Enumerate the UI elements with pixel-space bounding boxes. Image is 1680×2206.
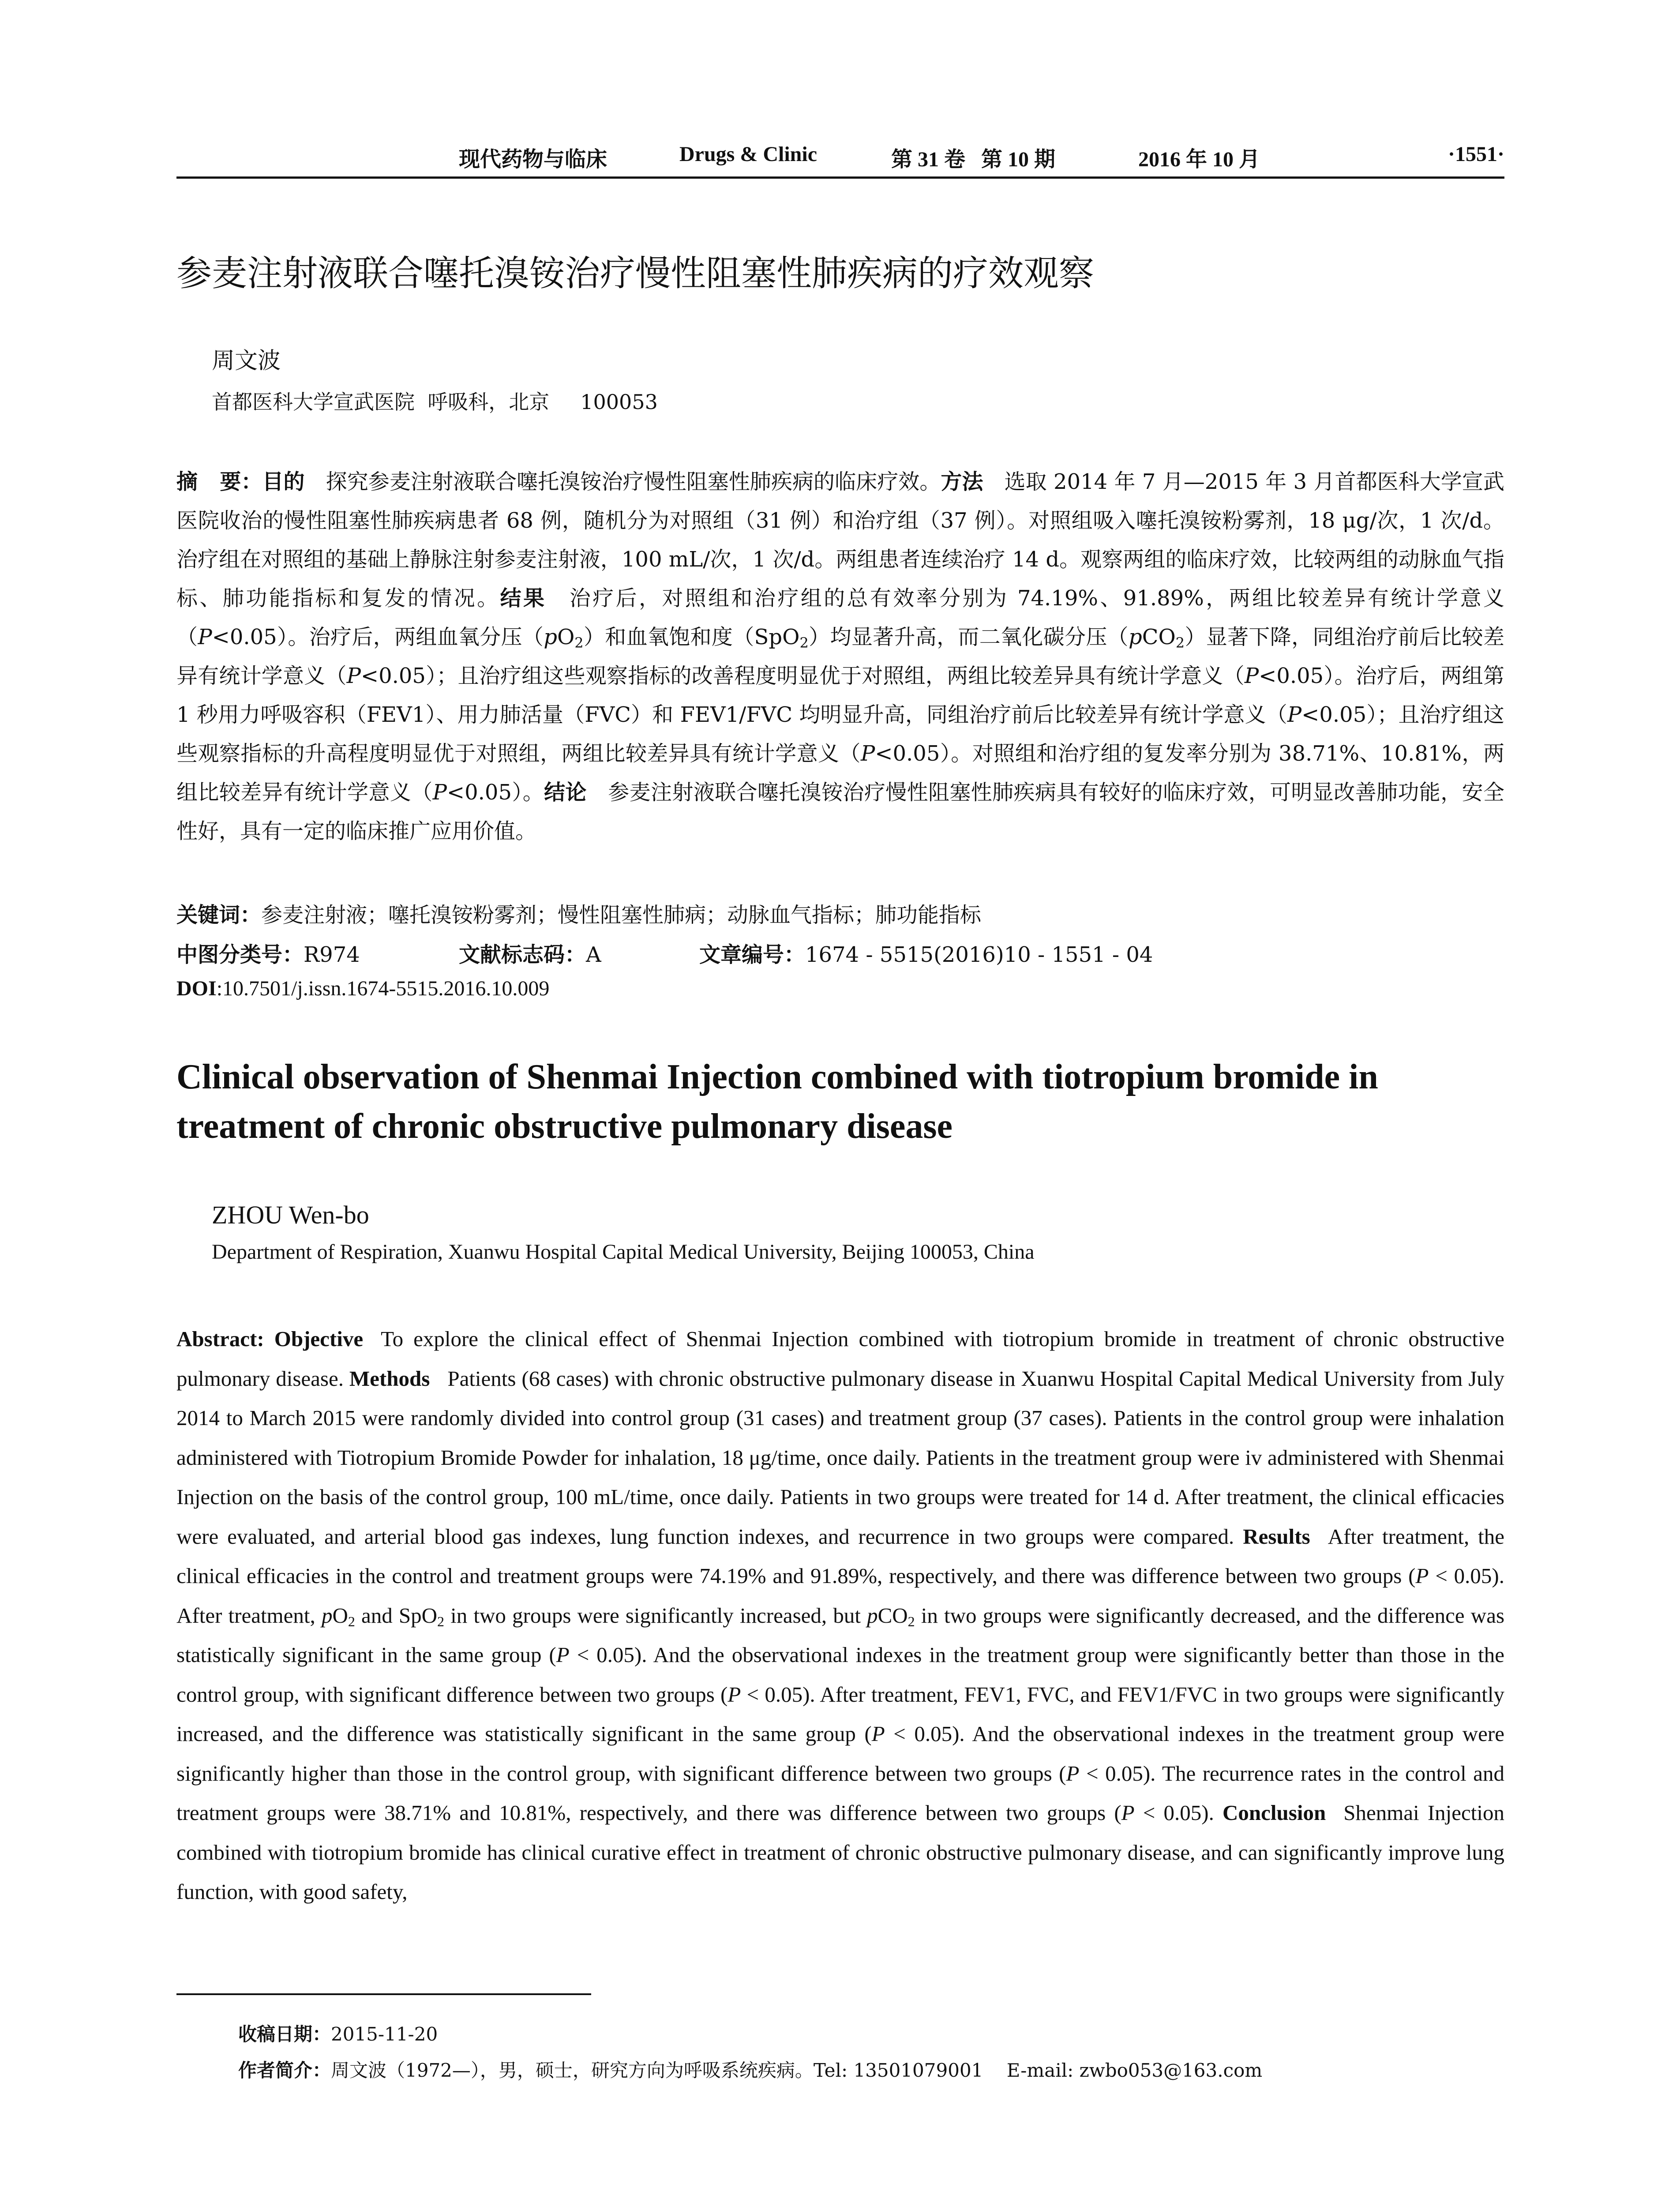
objective-cn-text: 探究参麦注射液联合噻托溴铵治疗慢性阻塞性肺疾病的临床疗效。	[326, 469, 941, 494]
volume-issue: 第 31 卷 第 10 期	[891, 148, 1056, 171]
footnote-author-bio	[238, 2056, 1262, 2082]
methods-cn-label: 方法	[941, 469, 983, 494]
keywords-cn-text: 参麦注射液；噻托溴铵粉雾剂；慢性阻塞性肺病；动脉血气指标；肺功能指标	[261, 903, 982, 927]
issue-date: 2016 年 10 月	[1138, 148, 1260, 171]
results-en-label: Results	[1243, 1524, 1310, 1549]
page-number: ·1551·	[1448, 143, 1504, 166]
author-en: ZHOU Wen-bo	[212, 1201, 369, 1229]
methods-cn-text: 选取 2014 年 7 月—2015 年 3 月首都医科大学宣武医院收治的慢性阻塞性肺疾病患者 68 例，随机分为对照组（31 例）和治疗组（37 例）。对照组吸入噻托溴铵粉雾剂，18 μg/次，1 次/d。治疗组在对照组的基础上静脉注射参麦注射液，100 mL/次，1 次/d。两组患者连续治疗 14 d。观察两组的临床疗效，比较两组的动脉血气指标、肺功能指标和复发的情况。	[176, 469, 1504, 611]
classification-row	[176, 938, 1504, 968]
results-cn-label: 结果	[500, 586, 547, 611]
doi	[176, 976, 549, 1001]
objective-en-label: Objective	[274, 1327, 364, 1351]
keywords-cn-label: 关键词：	[176, 903, 262, 927]
bio-label: 作者简介：	[238, 2060, 331, 2081]
conclusion-en-label: Conclusion	[1222, 1801, 1326, 1825]
clc-number: 中图分类号：R974	[176, 942, 360, 967]
received-date: 2015-11-20	[331, 2023, 438, 2045]
objective-en-text: To explore the clinical effect of Shenmai Injection combined with tiotropium bromide in treatment of chronic obstructive pulmonary disease.	[176, 1327, 1504, 1391]
footnote-received	[238, 2020, 438, 2046]
journal-name-cn: 现代药物与临床	[459, 148, 608, 171]
abstract-cn-label: 摘 要：	[176, 469, 262, 494]
keywords-cn	[176, 898, 981, 928]
affiliation-en: Department of Respiration, Xuanwu Hospital Capital Medical University, Beijing 100053, China	[212, 1240, 1035, 1264]
author-cn: 周文波	[212, 348, 281, 374]
results-cn-text: 治疗后，对照组和治疗组的总有效率分别为 74.19%、91.89%，两组比较差异有统计学意义（P<0.05）。治疗后，两组血氧分压$(pO_2)$和血氧饱和度（SpO$_2$）均显著升高，而二氧化碳分压（pCO$_2$）显著下降，同组治疗前后比较差异有统计学意义（P<0.05）；且治疗组这些观察指标的改善程度明显优于对照组，两组比较差异具有统计学意义（P<0.05）。治疗后，两组第 1 秒用力呼吸容积（FEV1）、用力肺活量（FVC）和 FEV1/FVC 均明显升高，同组治疗前后比较差异有统计学意义（P<0.05）；且治疗组这些观察指标的升高程度明显优于对照组，两组比较差异具有统计学意义（P<0.05）。对照组和治疗组的复发率分别为 38.71%、10.81%，两组比较差异有统计学意义（P<0.05）。	[176, 586, 1504, 805]
affiliation-cn-text: 首都医科大学宣武医院 呼吸科，北京	[212, 390, 550, 414]
methods-en-label: Methods	[349, 1366, 430, 1391]
conclusion-cn-text: 参麦注射液联合噻托溴铵治疗慢性阻塞性肺疾病具有较好的临床疗效，可明显改善肺功能，安全性好，具有一定的临床推广应用价值。	[176, 780, 1504, 844]
title-en: Clinical observation of Shenmai Injection combined with tiotropium bromide in treatment of chronic obstructive pulmonary disease	[176, 1058, 1378, 1146]
affiliation-cn-postcode: 100053	[580, 390, 658, 414]
methods-en-text: Patients (68 cases) with chronic obstructive pulmonary disease in Xuanwu Hospital Capital Medical University from July 2014 to March 2015 were randomly divided into control group (31 cases) and treatment group (37 cases). Patients in the control group were inhalation administered with Tiotropium Bromide Powder for inhalation, 18 μg/time, once daily. Patients in the treatment group were iv administered with Shenmai Injection on the basis of the control group, 100 mL/time, once daily. Patients in two groups were treated for 14 d. After treatment, the clinical efficacies were evaluated, and arterial blood gas indexes, lung function indexes, and recurrence in two groups were compared.	[176, 1366, 1505, 1549]
header-rule	[176, 176, 1504, 179]
doi-label: DOI	[176, 977, 217, 1000]
abstract-en-label: Abstract:	[176, 1327, 264, 1351]
running-header	[176, 142, 1504, 173]
footnote-rule	[176, 1993, 591, 1995]
received-label: 收稿日期：	[238, 2023, 331, 2045]
abstract-cn	[176, 462, 1504, 851]
bio-text: 周文波（1972—），男，硕士，研究方向为呼吸系统疾病。Tel: 13501079001 E-mail: zwbo053@163.com	[331, 2060, 1263, 2081]
document-code: 文献标志码：A	[459, 942, 601, 967]
doi-value: :10.7501/j.issn.1674-5515.2016.10.009	[216, 977, 550, 1000]
conclusion-cn-label: 结论	[544, 780, 587, 805]
objective-cn-label: 目的	[262, 469, 305, 494]
conclusion-en-text: Shenmai Injection combined with tiotropium bromide has clinical curative effect in treatment of chronic obstructive pulmonary disease, and can significantly improve lung function, with good safety,	[176, 1801, 1505, 1904]
abstract-en	[176, 1319, 1504, 1912]
affiliation-cn	[212, 386, 658, 415]
article-number: 文章编号：1674 - 5515(2016)10 - 1551 - 04	[699, 942, 1153, 967]
results-en-text: After treatment, the clinical efficacies in the control and treatment groups were 74.19% and 91.89%, respectively, and there was difference between two groups (P < 0.05). After treatment, $pO_2$ and SpO$_2$ in two groups were significantly increased, but pCO$_2$ in two groups were significantly decreased, and the difference was statistically significant in the same group (P < 0.05). And the observational indexes in the treatment group were significantly better than those in the control group, with significant difference between two groups (P < 0.05). After treatment, FEV1, FVC, and FEV1/FVC in two groups were significantly increased, and the difference was statistically significant in the same group (P < 0.05). And the observational indexes in the treatment group were significantly higher than those in the control group, with significant difference between two groups (P < 0.05). The recurrence rates in the control and treatment groups were 38.71% and 10.81%, respectively, and there was difference between two groups (P < 0.05).	[176, 1524, 1505, 1825]
journal-name-en: Drugs & Clinic	[679, 143, 817, 166]
title-cn: 参麦注射液联合噻托溴铵治疗慢性阻塞性肺疾病的疗效观察	[176, 253, 1094, 294]
